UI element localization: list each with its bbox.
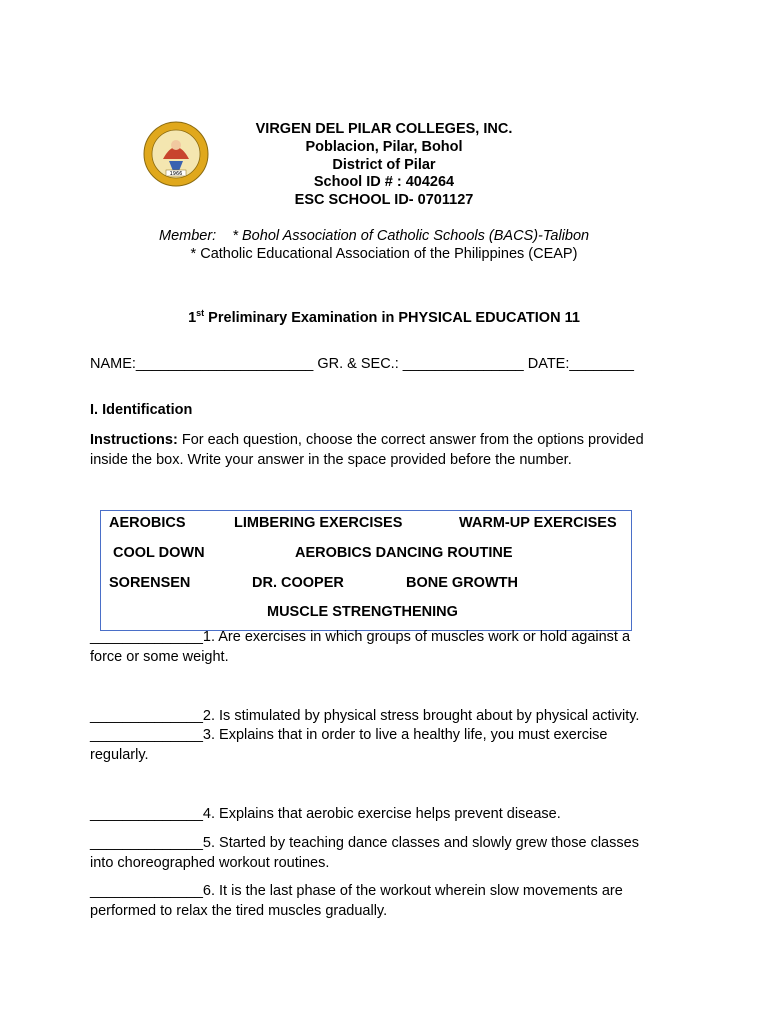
question-6-line-1: ______________6. It is the last phase of the workout wherein slow movements are: [90, 883, 623, 899]
membership-line-1: [159, 228, 589, 244]
option-aerobics-dancing-routine: AEROBICS DANCING ROUTINE: [295, 545, 513, 561]
question-6-line-2: performed to relax the tired muscles gradually.: [90, 902, 388, 919]
option-bone-growth: BONE GROWTH: [406, 575, 518, 591]
question-3-line-2: regularly.: [90, 746, 149, 763]
option-aerobics: AEROBICS: [109, 515, 186, 531]
question-1[interactable]: [90, 628, 690, 667]
option-cool-down: COOL DOWN: [113, 545, 205, 561]
esc-school-id: ESC SCHOOL ID- 0701127: [294, 192, 474, 208]
question-2[interactable]: [90, 707, 690, 727]
option-limbering-exercises: LIMBERING EXERCISES: [234, 515, 403, 531]
question-3[interactable]: [90, 726, 690, 765]
exam-title-text: Preliminary Examination in PHYSICAL EDUCATION 11: [204, 310, 580, 326]
question-2-line-1: ______________2. Is stimulated by physical stress brought about by physical activity.: [90, 708, 640, 724]
school-id: School ID # : 404264: [313, 174, 455, 190]
option-sorensen: SORENSEN: [109, 575, 191, 591]
svg-text:1966: 1966: [169, 170, 183, 177]
question-5-line-2: into choreographed workout routines.: [90, 854, 330, 871]
school-address: Poblacion, Pilar, Bohol: [305, 139, 463, 155]
option-muscle-strengthening: MUSCLE STRENGTHENING: [267, 604, 458, 620]
answer-options-box: [100, 510, 632, 631]
question-6[interactable]: [90, 882, 690, 921]
question-3-line-1: ______________3. Explains that in order to live a healthy life, you must exercise: [90, 727, 608, 743]
member-bacs: * Bohol Association of Catholic Schools (BACS)-Talibon: [232, 228, 590, 244]
question-4-line-1: ______________4. Explains that aerobic exercise helps prevent disease.: [90, 806, 561, 822]
exam-title: [0, 310, 768, 326]
member-label: Member:: [159, 228, 217, 244]
school-name: VIRGEN DEL PILAR COLLEGES, INC.: [255, 121, 513, 137]
exam-ordinal-suffix: st: [196, 308, 205, 319]
question-1-line-1: ______________1. Are exercises in which groups of muscles work or hold against a: [90, 629, 631, 645]
exam-ordinal: 1: [188, 310, 197, 326]
question-5[interactable]: [90, 834, 690, 873]
option-dr-cooper: DR. COOPER: [252, 575, 344, 591]
question-4[interactable]: [90, 805, 690, 825]
member-ceap: * Catholic Educational Association of the Philippines (CEAP): [190, 245, 578, 262]
option-warm-up-exercises: WARM-UP EXERCISES: [459, 515, 617, 531]
question-1-line-2: force or some weight.: [90, 648, 229, 665]
school-district: District of Pilar: [332, 156, 436, 173]
question-5-line-1: ______________5. Started by teaching dance classes and slowly grew those classes: [90, 835, 639, 851]
student-info-line[interactable]: NAME:______________________ GR. & SEC.: _______________ DATE:________: [90, 356, 634, 372]
instructions: [90, 431, 682, 470]
instructions-text: For each question, choose the correct answer from the options provided inside the box. Write your answer in the space provided before the number.: [90, 432, 644, 468]
instructions-label: Instructions:: [90, 432, 178, 448]
section-title: I. Identification: [90, 402, 193, 418]
